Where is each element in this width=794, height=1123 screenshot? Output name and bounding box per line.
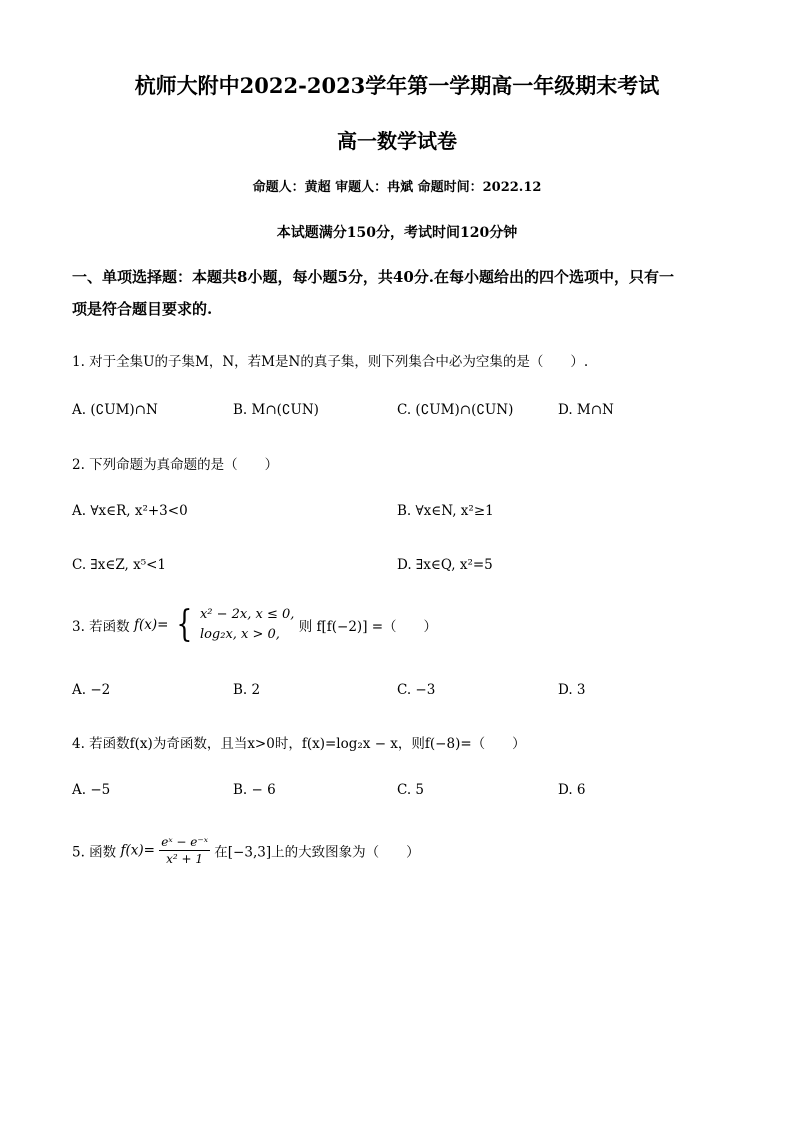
- q3-option-b: B. 2: [233, 682, 261, 698]
- q3-suffix: 则 f[f(−2)] =（ ）: [298, 619, 438, 635]
- q3-prefix: 3. 若函数: [72, 619, 130, 635]
- q3-brace: {: [176, 604, 193, 645]
- q2-option-a: A. ∀x∈R, x²+3<0: [72, 503, 188, 519]
- q2-option-c: C. ∃x∈Z, x⁵<1: [72, 557, 167, 573]
- exam-title: 杭师大附中2022-2023学年第一学期高一年级期末考试: [134, 73, 660, 98]
- q5-stem: [72, 834, 420, 867]
- q3-option-d: D. 3: [558, 682, 586, 698]
- q4-option-b: B. − 6: [233, 782, 276, 798]
- q5-numerator: eˣ − e⁻ˣ: [161, 835, 208, 849]
- q4-option-c: C. 5: [397, 782, 425, 798]
- q1-stem: 1. 对于全集U的子集M，N，若M是N的真子集，则下列集合中必为空集的是（ ）.: [72, 354, 589, 370]
- exam-score-info: 本试题满分150分，考试时间120分钟: [276, 225, 518, 241]
- q3-cases: [200, 605, 294, 645]
- q4-stem: 4. 若函数f(x)为奇函数，且当x>0时，f(x)=log₂x − x，则f(−8)=（ ）: [72, 736, 526, 752]
- q4-option-d: D. 6: [558, 782, 586, 798]
- q3-case2: log₂x, x > 0,: [199, 627, 280, 642]
- q4-option-a: A. −5: [72, 782, 111, 798]
- q2-option-b: B. ∀x∈N, x²≥1: [397, 503, 494, 519]
- q5-fx: f(x)=: [120, 842, 155, 859]
- q5-suffix: 在[−3,3]上的大致图象为（ ）: [214, 844, 420, 861]
- q1-option-d: D. M∩N: [558, 402, 614, 418]
- section1-heading-line2: 项是符合题目要求的.: [72, 300, 213, 318]
- section1-heading-line1: 一、单项选择题：本题共8小题，每小题5分，共40分.在每小题给出的四个选项中，只有一: [72, 268, 674, 286]
- exam-subtitle: 高一数学试卷: [337, 129, 457, 153]
- q3-case1: x² − 2x, x ≤ 0,: [199, 607, 295, 622]
- q3-fx: f(x)=: [133, 617, 169, 633]
- q3-option-c: C. −3: [397, 682, 436, 698]
- q5-denominator: x² + 1: [166, 852, 204, 866]
- q3-option-a: A. −2: [72, 682, 111, 698]
- q1-option-a: A. (∁UM)∩N: [72, 402, 158, 418]
- q5-fraction: [159, 834, 210, 867]
- q5-prefix: 5. 函数: [72, 844, 117, 861]
- q3-stem: [72, 605, 437, 645]
- exam-meta: 命题人：黄超 审题人：冉斌 命题时间：2022.12: [252, 180, 542, 195]
- q2-stem: 2. 下列命题为真命题的是（ ）: [72, 457, 279, 473]
- q2-option-d: D. ∃x∈Q, x²=5: [397, 557, 493, 573]
- q1-option-c: C. (∁UM)∩(∁UN): [397, 402, 514, 418]
- q1-option-b: B. M∩(∁UN): [233, 402, 319, 418]
